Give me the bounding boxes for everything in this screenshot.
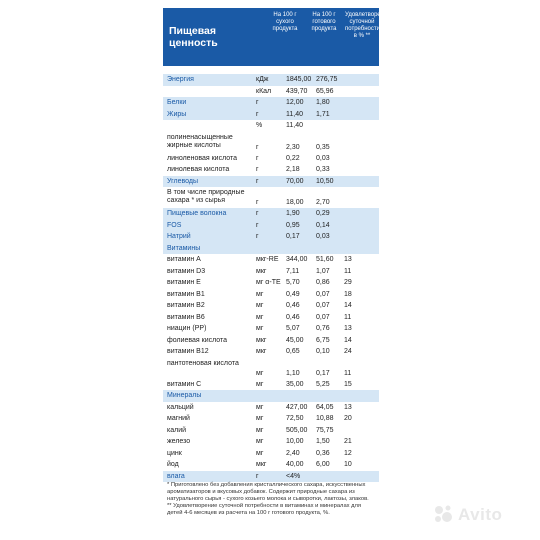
table-row [163, 109, 379, 121]
row-name: йод [167, 461, 179, 468]
row-v1: 45,00 [286, 336, 304, 344]
footnote-1: * Приготовлено без добавления кристаллического сахара, искусственных ароматизаторов и вкусовых добавок. Содержит природные сахара из натурального сырья - сухого козьего молока и сыворотки, лактозы, злаков. [167, 482, 369, 502]
row-v1: 1,10 [286, 369, 300, 377]
row-name: линолевая кислота [167, 166, 230, 173]
table-row [163, 312, 379, 324]
table-row [163, 459, 379, 471]
row-v3: 20 [344, 415, 352, 422]
row-unit: мкг [256, 461, 267, 468]
row-v3: 10 [344, 461, 352, 468]
row-v3: 14 [344, 336, 352, 344]
table-row [163, 413, 379, 425]
row-unit: мг [256, 415, 264, 422]
row-unit: мг [256, 426, 264, 434]
row-v2: 51,60 [316, 256, 334, 263]
avito-logo-icon [432, 502, 456, 526]
title-line-2: ценность [169, 37, 218, 49]
row-v1: 344,00 [286, 256, 308, 263]
table-row [163, 254, 379, 266]
row-v3: 29 [344, 279, 352, 286]
table-row [163, 300, 379, 312]
table-row [163, 164, 379, 176]
row-v3: 13 [344, 325, 352, 332]
row-unit: мг [256, 313, 264, 321]
table-row [163, 471, 379, 483]
row-v1: 0,65 [286, 348, 300, 355]
table-row [163, 402, 379, 414]
row-v1: 1845,00 [286, 76, 312, 83]
table-row [163, 436, 379, 448]
row-unit: мг [256, 325, 264, 332]
row-v1: 427,00 [286, 403, 308, 411]
table-row [163, 335, 379, 347]
row-unit: г [256, 143, 259, 151]
row-v2: 65,96 [316, 87, 334, 95]
row-v1: 439,70 [286, 87, 308, 95]
row-v1: 10,00 [286, 438, 304, 445]
row-v1: 40,00 [286, 461, 304, 468]
row-v3: 14 [344, 302, 352, 309]
row-name: витамин Е [167, 279, 201, 286]
row-v2: 6,75 [316, 336, 330, 344]
table-row [163, 74, 379, 86]
row-unit: г [256, 221, 259, 229]
row-name: Минералы [167, 392, 202, 399]
row-v2: 1,71 [316, 110, 330, 118]
header-col-daily-need: Удовлетворение суточной потребности в % ** [345, 12, 391, 39]
row-name: Жиры [167, 110, 187, 118]
row-unit: мкг [256, 336, 267, 344]
row-v2: 64,05 [316, 403, 334, 411]
row-unit: мг [256, 302, 264, 309]
row-unit: г [256, 166, 259, 173]
table-row [163, 220, 379, 232]
row-name: В том числе природные сахара * из сырья [167, 189, 245, 204]
row-name: влага [167, 472, 185, 480]
row-unit: мг α-TE [256, 279, 281, 286]
row-v1: 0,46 [286, 302, 300, 309]
footnotes [167, 482, 377, 517]
row-v2: 0,03 [316, 233, 330, 240]
table-row [163, 153, 379, 165]
row-v2: 0,07 [316, 313, 330, 321]
table-row [163, 323, 379, 335]
row-v2: 1,80 [316, 99, 330, 106]
row-v3: 12 [344, 449, 352, 457]
table-row [163, 86, 379, 98]
row-name: линоленовая кислота [167, 154, 237, 162]
row-name: ниацин (PP) [167, 325, 207, 332]
table-row [163, 187, 379, 208]
row-unit: мг [256, 380, 264, 388]
nutrition-rows [163, 74, 379, 482]
row-unit: г [256, 199, 259, 206]
row-v1: 11,40 [286, 110, 303, 118]
footnote-2: ** Удовлетворение суточной потребности в витаминах и минералах для детей 4-6 месяцев из расчета на 100 г готового продукта, %. [167, 503, 362, 516]
table-row [163, 243, 379, 255]
row-unit: мг [256, 290, 264, 298]
row-v3: 21 [344, 438, 352, 445]
table-row [163, 390, 379, 402]
row-v1: 2,40 [286, 449, 300, 457]
row-unit: г [256, 233, 259, 240]
row-unit: мг [256, 449, 264, 457]
row-v2: 1,50 [316, 438, 330, 445]
row-v2: 5,25 [316, 380, 330, 388]
row-v1: 1,90 [286, 210, 300, 217]
row-name: витамин D3 [167, 267, 206, 275]
row-v2: 2,70 [316, 199, 330, 206]
row-v2: 276,75 [316, 76, 338, 83]
table-row [163, 97, 379, 109]
row-v1: 72,50 [286, 415, 304, 422]
row-name: магний [167, 415, 190, 422]
row-v3: 18 [344, 290, 352, 298]
row-v1: 5,07 [286, 325, 300, 332]
row-unit: г [256, 472, 259, 480]
nutrition-panel [163, 8, 391, 532]
row-v2: 0,17 [316, 369, 330, 377]
row-name: Натрий [167, 233, 191, 240]
row-v2: 0,07 [316, 302, 330, 309]
row-name: витамин А [167, 256, 201, 263]
row-unit: мкг [256, 267, 267, 275]
row-unit: г [256, 210, 259, 217]
row-unit: г [256, 99, 259, 106]
table-row [163, 289, 379, 301]
row-v3: 13 [344, 403, 352, 411]
row-v1: 5,70 [286, 279, 300, 286]
table-row [163, 358, 379, 379]
row-v1: 70,00 [286, 177, 304, 185]
row-v2: 0,07 [316, 290, 330, 298]
row-v1: 7,11 [286, 267, 300, 275]
row-unit: % [256, 122, 263, 129]
row-v1: 2,30 [286, 143, 300, 151]
row-name: витамин В6 [167, 313, 205, 321]
row-name: Энергия [167, 76, 194, 83]
row-v2: 0,29 [316, 210, 330, 217]
row-name: цинк [167, 449, 182, 457]
row-unit: мг [256, 369, 264, 377]
row-v2: 0,03 [316, 154, 330, 162]
row-name: витамин С [167, 380, 202, 388]
table-row [163, 132, 379, 153]
row-v3: 11 [344, 267, 352, 275]
row-v2: 1,07 [316, 267, 330, 275]
header-col-prepared: На 100 г готового продукта [311, 12, 337, 32]
row-unit: кДж [256, 76, 269, 83]
row-name: витамин В2 [167, 302, 205, 309]
table-row [163, 120, 379, 132]
table-row [163, 425, 379, 437]
row-v2: 10,50 [316, 177, 334, 185]
table-row [163, 379, 379, 391]
row-name: FOS [167, 221, 182, 229]
title-line-1: Пищевая [169, 25, 216, 37]
row-v2: 75,75 [316, 426, 334, 434]
row-v1: 0,17 [286, 233, 300, 240]
table-row [163, 448, 379, 460]
row-unit: кКал [256, 87, 272, 95]
row-v1: 0,22 [286, 154, 300, 162]
row-v1: 11,40 [286, 122, 303, 129]
row-unit: мкг [256, 348, 267, 355]
row-unit: г [256, 154, 259, 162]
row-v3: 15 [344, 380, 352, 388]
row-v1: <4% [286, 472, 301, 480]
row-v2: 6,00 [316, 461, 330, 468]
row-name: Витамины [167, 244, 201, 252]
row-v1: 35,00 [286, 380, 304, 388]
row-v2: 0,36 [316, 449, 330, 457]
row-v1: 12,00 [286, 99, 304, 106]
row-unit: мкг-RE [256, 256, 279, 263]
table-row [163, 208, 379, 220]
row-v1: 505,00 [286, 426, 308, 434]
row-v1: 0,49 [286, 290, 300, 298]
row-v2: 0,10 [316, 348, 330, 355]
row-v1: 0,95 [286, 221, 300, 229]
row-name: витамин В1 [167, 290, 205, 298]
row-v1: 2,18 [286, 166, 300, 173]
header-col-dry: На 100 г сухого продукта [272, 12, 298, 32]
table-row [163, 277, 379, 289]
table-row [163, 266, 379, 278]
avito-watermark: Avito [458, 505, 503, 524]
row-v2: 0,14 [316, 221, 330, 229]
row-v2: 0,35 [316, 143, 330, 151]
row-v3: 11 [344, 313, 352, 321]
row-name: кальций [167, 403, 194, 411]
row-name: Пищевые волокна [167, 210, 227, 217]
row-unit: мг [256, 438, 264, 445]
row-v2: 0,76 [316, 325, 330, 332]
row-v2: 10,88 [316, 415, 334, 422]
row-name: Белки [167, 99, 187, 106]
row-v3: 13 [344, 256, 352, 263]
table-row [163, 346, 379, 358]
row-v1: 0,46 [286, 313, 300, 321]
row-name: витамин В12 [167, 348, 209, 355]
row-unit: мг [256, 403, 264, 411]
row-v3: 24 [344, 348, 352, 355]
table-row [163, 176, 379, 188]
row-name: пантотеновая кислота [167, 359, 239, 367]
row-name: железо [167, 438, 191, 445]
row-v1: 18,00 [286, 199, 304, 206]
table-title [169, 25, 218, 49]
table-header [163, 8, 391, 66]
row-v2: 0,33 [316, 166, 330, 173]
row-unit: г [256, 177, 259, 185]
row-name: фолиевая кислота [167, 336, 228, 344]
row-name: Углеводы [167, 177, 199, 185]
row-v2: 0,86 [316, 279, 330, 286]
row-v3: 11 [344, 369, 352, 377]
row-unit: г [256, 110, 259, 118]
row-name: калий [167, 426, 187, 434]
table-row [163, 231, 379, 243]
row-name: полиненасыщенные жирные кислоты [167, 133, 233, 149]
